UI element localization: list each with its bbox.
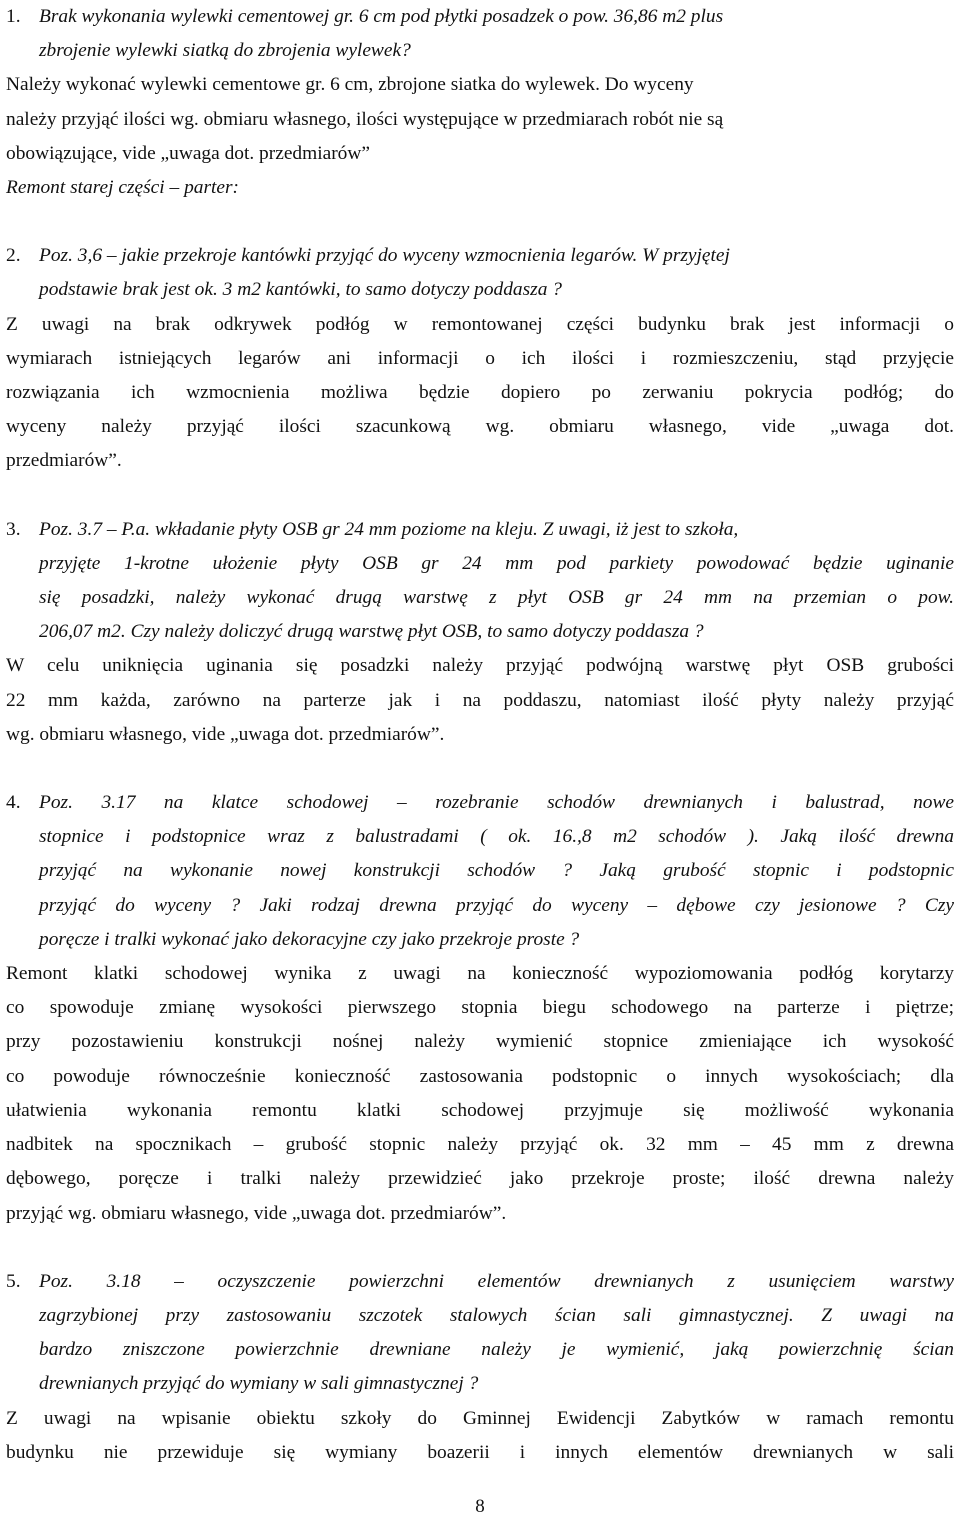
item-number: 1. [6, 6, 21, 27]
spacer [6, 1231, 954, 1265]
answer-line: Z uwagi na brak odkrywek podłóg w remontowanej części budynku brak jest informacji o [6, 313, 954, 335]
answer-line: wg. obmiaru własnego, vide „uwaga dot. przedmiarów”. [6, 723, 445, 745]
question-line: 206,07 m2. Czy należy doliczyć drugą warstwę płyt OSB, to samo dotyczy poddasza ? [39, 621, 704, 643]
answer-3 [6, 649, 954, 752]
spacer [6, 205, 954, 239]
answer-line: wyceny należy przyjąć ilości szacunkową wg. obmiaru własnego, vide „uwaga dot. [6, 416, 954, 438]
question-line: przyjąć do wyceny ? Jaki rodzaj drewna przyjąć do wyceny – dębowe czy jesionowe ? Czy [39, 894, 954, 916]
answer-line: ułatwienia wykonania remontu klatki schodowej przyjmuje się możliwość wykonania [6, 1099, 954, 1121]
spacer [6, 752, 954, 786]
answer-line: przyjąć wg. obmiaru własnego, vide „uwaga dot. przedmiarów”. [6, 1202, 507, 1224]
answer-line: nadbitek na spocznikach – grubość stopnic należy przyjąć ok. 32 mm – 45 mm z drewna [6, 1134, 954, 1156]
question-line: poręcze i tralki wykonać jako dekoracyjne czy jako przekroje proste ? [39, 928, 580, 950]
answer-line: 22 mm każda, zarówno na parterze jak i na poddaszu, natomiast ilość płyty należy przyjąć [6, 689, 954, 711]
document-body [6, 0, 954, 1470]
answer-line: należy przyjąć ilości wg. obmiaru własnego, ilości występujące w przedmiarach robót nie są [6, 108, 724, 130]
question-line: przyjąć na wykonanie nowej konstrukcji schodów ? Jaką grubość stopnic i podstopnic [39, 860, 954, 882]
question-4 [6, 786, 954, 957]
question-line: Poz. 3.18 – oczyszczenie powierzchni elementów drewnianych z usunięciem warstwy [39, 1270, 954, 1292]
spacer [6, 479, 954, 513]
answer-line: W celu uniknięcia uginania się posadzki należy przyjąć podwójną warstwę płyt OSB grubości [6, 655, 954, 677]
item-number: 5. [6, 1270, 21, 1292]
answer-line: przedmiarów”. [6, 450, 122, 472]
question-line: zbrojenie wylewki siatką do zbrojenia wylewek? [39, 40, 411, 62]
answer-line: przy pozostawieniu konstrukcji nośnej należy wymienić stopnice zmieniające ich wysokość [6, 1031, 954, 1053]
page-number: 8 [475, 1496, 485, 1517]
section-subheading: Remont starej części – parter: [6, 177, 239, 199]
item-number: 4. [6, 792, 21, 814]
question-line: zagrzybionej przy zastosowaniu szczotek stalowych ścian sali gimnastycznej. Z uwagi na [39, 1304, 954, 1326]
answer-line: dębowego, poręcze i tralki należy przewidzieć jako przekroje proste; ilość drewna należy [6, 1168, 954, 1190]
answer-line: Należy wykonać wylewki cementowe gr. 6 cm, zbrojone siatka do wylewek. Do wyceny [6, 74, 694, 96]
answer-4 [6, 957, 954, 1231]
answer-line: co powoduje równocześnie konieczność zastosowania podstopnic o innych wysokościach; dla [6, 1065, 954, 1087]
question-5 [6, 1265, 954, 1402]
question-line: stopnice i podstopnice wraz z balustradami ( ok. 16.,8 m2 schodów ). Jaką ilość drewna [39, 826, 954, 848]
question-line: drewnianych przyjąć do wymiany w sali gimnastycznej ? [39, 1373, 479, 1395]
question-line: Poz. 3,6 – jakie przekroje kantówki przyjąć do wyceny wzmocnienia legarów. W przyjętej [39, 245, 730, 267]
answer-line: co spowoduje zmianę wysokości pierwszego stopnia biegu schodowego na parterze i piętrze; [6, 997, 954, 1019]
answer-line: obowiązujące, vide „uwaga dot. przedmiarów” [6, 142, 370, 164]
question-1 [6, 0, 954, 68]
answer-line: budynku nie przewiduje się wymiany boazerii i innych elementów drewnianych w sali [6, 1441, 954, 1463]
question-line: się posadzki, należy wykonać drugą warstwę z płyt OSB gr 24 mm na przemian o pow. [39, 587, 954, 609]
answer-1 [6, 68, 954, 171]
item-number: 2. [6, 245, 21, 267]
question-3 [6, 513, 954, 650]
question-line: bardzo zniszczone powierzchnie drewniane należy je wymienić, jaką powierzchnię ścian [39, 1339, 954, 1361]
question-line: Brak wykonania wylewki cementowej gr. 6 cm pod płytki posadzek o pow. 36,86 m2 plus [39, 6, 724, 27]
answer-line: Remont klatki schodowej wynika z uwagi na konieczność wypoziomowania podłóg korytarzy [6, 963, 954, 985]
answer-line: rozwiązania ich wzmocnienia możliwa będzie dopiero po zerwaniu pokrycia podłóg; do [6, 382, 954, 404]
question-line: Poz. 3.17 na klatce schodowej – rozebranie schodów drewnianych i balustrad, nowe [39, 792, 954, 814]
question-line: podstawie brak jest ok. 3 m2 kantówki, to samo dotyczy poddasza ? [39, 279, 562, 301]
question-line: Poz. 3.7 – P.a. wkładanie płyty OSB gr 24 mm poziome na kleju. Z uwagi, iż jest to szkoła, [39, 518, 739, 540]
answer-line: wymiarach istniejących legarów ani informacji o ich ilości i rozmieszczeniu, stąd przyjęcie [6, 347, 954, 369]
question-2 [6, 239, 954, 307]
answer-line: Z uwagi na wpisanie obiektu szkoły do Gminnej Ewidencji Zabytków w ramach remontu [6, 1407, 954, 1429]
answer-5 [6, 1402, 954, 1470]
item-number: 3. [6, 518, 21, 540]
question-line: przyjęte 1-krotne ułożenie płyty OSB gr 24 mm pod parkiety powodować będzie uginanie [39, 552, 954, 574]
answer-2 [6, 308, 954, 479]
